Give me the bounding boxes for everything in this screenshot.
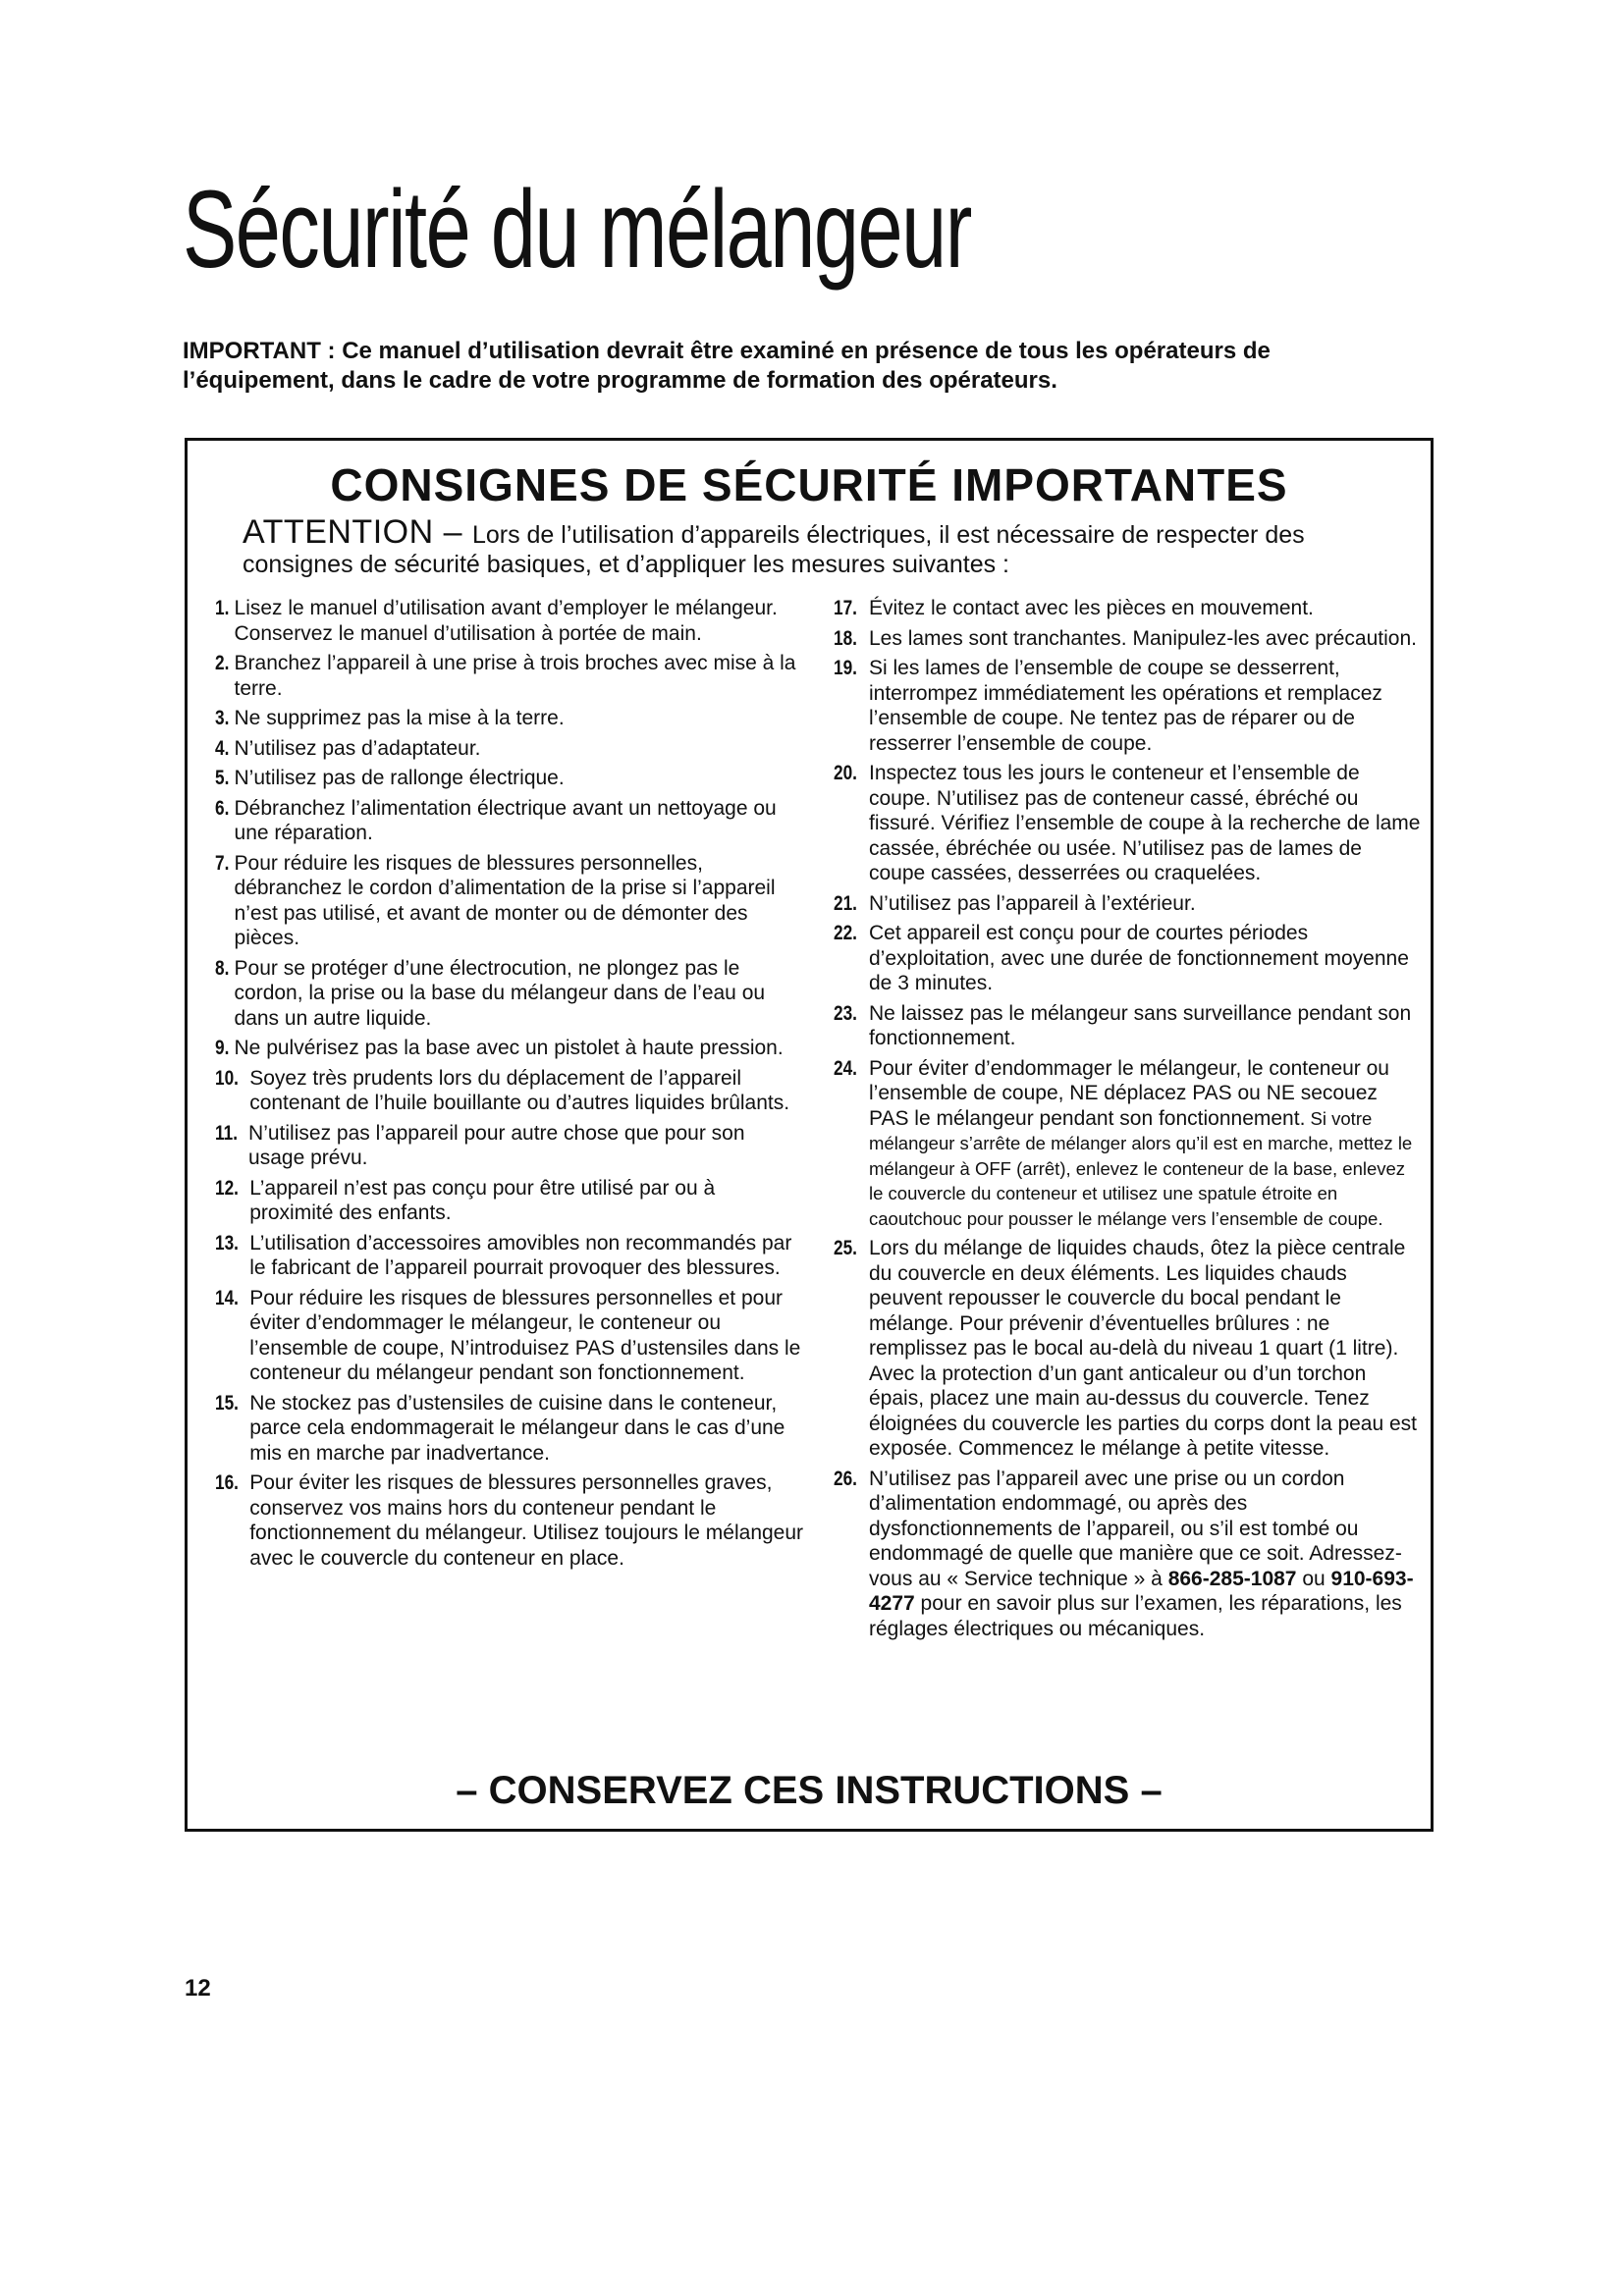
instruction-item [215, 796, 804, 846]
item-text: Pour se protéger d’une électrocution, ne plongez pas le cordon, la prise ou la base du mélangeur dans de l’eau ou dans un autre liquide. [234, 956, 766, 1030]
item-text: Pour réduire les risques de blessures personnelles et pour éviter d’endommager le mélangeur, le conteneur ou l’ensemble de coupe, N’introduisez PAS d’ustensiles dans le conteneur du mélangeur pendant son fonctionnement. [249, 1286, 801, 1384]
item-number: 15. [215, 1391, 239, 1415]
item-number: 2. [215, 652, 230, 674]
instruction-item [834, 1467, 1423, 1642]
item-text: Si les lames de l’ensemble de coupe se desserrent, interrompez immédiatement les opérations et remplacez l’ensemble de coupe. Ne tentez pas de réparer ou de resserrer l’ensemble de coupe. [869, 657, 1382, 755]
instructions-left-column [215, 596, 804, 1575]
instruction-item [834, 761, 1423, 886]
instruction-item [215, 1121, 804, 1171]
service-phone-1: 866-285-1087 [1167, 1567, 1297, 1590]
item-text-main: Pour éviter d’endommager le mélangeur, le conteneur ou l’ensemble de coupe, NE déplacez PAS ou NE secouez PAS le mélangeur pendant son fonctionnement. [869, 1056, 1389, 1130]
item-number: 22. [834, 922, 857, 944]
instruction-item [215, 1176, 804, 1226]
item-number: 14. [215, 1286, 239, 1309]
item-text-small: Si votre mélangeur s’arrête de mélanger alors qu’il est en marche, mettez le mélangeur à OFF (arrêt), enlevez le conteneur de la base, enlevez le couvercle du conteneur et utilisez une spatule étroite en caoutchouc pour pousser le mélange vers l’ensemble de coupe. [869, 1107, 1413, 1229]
safety-instructions-box [185, 438, 1434, 1832]
instruction-item [834, 1236, 1423, 1462]
item-text: Les lames sont tranchantes. Manipulez-les avec précaution. [869, 626, 1417, 650]
item-number: 24. [834, 1056, 857, 1080]
instruction-item [834, 596, 1423, 621]
item-text: Débranchez l’alimentation électrique avant un nettoyage ou une réparation. [234, 796, 777, 844]
item-number: 12. [215, 1176, 239, 1200]
page-title: Sécurité du mélangeur [183, 168, 971, 291]
item-text: Ne pulvérisez pas la base avec un pistolet à haute pression. [234, 1037, 784, 1059]
item-text [869, 1467, 1423, 1642]
item-text: Ne supprimez pas la mise à la terre. [234, 707, 565, 729]
safety-heading: CONSIGNES DE SÉCURITÉ IMPORTANTES [330, 459, 1288, 510]
item-text [869, 1056, 1423, 1232]
attention-label: ATTENTION – [243, 513, 472, 551]
instruction-item [215, 1470, 804, 1571]
instruction-item [215, 1391, 804, 1467]
item-text: Inspectez tous les jours le conteneur et l’ensemble de coupe. N’utilisez pas de conteneur cassé, ébréché ou fissuré. Vérifiez l’ensemble de coupe à la recherche de lame cassée, ébréchée ou usée. N’utilisez pas de lames de coupe cassées, desserrées ou craquelées. [869, 762, 1421, 884]
item-text: L’utilisation d’accessoires amovibles non recommandés par le fabricant de l’appareil pourrait provoquer des blessures. [249, 1231, 792, 1279]
attention-text: Lors de l’utilisation d’appareils électriques, il est nécessaire de respecter des consignes de sécurité basiques, et d’appliquer les mesures suivantes : [243, 521, 1305, 578]
item-number: 13. [215, 1231, 239, 1255]
item-text: N’utilisez pas de rallonge électrique. [234, 767, 565, 789]
item-number: 6. [215, 796, 230, 820]
item-number: 1. [215, 597, 230, 619]
item-number: 11. [215, 1121, 238, 1145]
instruction-item [215, 956, 804, 1032]
instruction-item [215, 736, 804, 762]
item-text: L’appareil n’est pas conçu pour être utilisé par ou à proximité des enfants. [249, 1176, 716, 1224]
item-text: Ne stockez pas d’ustensiles de cuisine dans le conteneur, parce cela endommagerait le mélangeur dans le cas d’une mis en marche par inadvertance. [249, 1391, 785, 1465]
item-text: Branchez l’appareil à une prise à trois broches avec mise à la terre. [234, 652, 796, 700]
important-notice: IMPORTANT : Ce manuel d’utilisation devrait être examiné en présence de tous les opérateurs de l’équipement, dans le cadre de votre programme de formation des opérateurs. [183, 338, 1271, 394]
item-number: 20. [834, 762, 857, 784]
keep-instructions-footer: – CONSERVEZ CES INSTRUCTIONS – [456, 1769, 1163, 1812]
item-number: 19. [834, 657, 857, 679]
instruction-item [215, 1286, 804, 1386]
instruction-item [834, 1056, 1423, 1232]
item-number: 5. [215, 767, 230, 789]
item-text-part: N’utilisez pas l’appareil avec une prise ou un cordon d’alimentation endommagé, ou après des dysfonctionnements de l’appareil, ou s’il est tombé ou endommagé de quelle que manière que ce soit. Adressez-vous au « Service technique » à [869, 1467, 1402, 1590]
item-text: Pour réduire les risques de blessures personnelles, débranchez le cordon d’alimentation de la prise si l’appareil n’est pas utilisé, et avant de monter ou de démonter des pièces. [234, 851, 776, 949]
item-text-part: pour en savoir plus sur l’examen, les réparations, les réglages électriques ou mécaniques. [869, 1592, 1402, 1640]
item-number: 17. [834, 597, 857, 619]
item-number: 9. [215, 1037, 230, 1059]
item-number: 18. [834, 626, 857, 650]
page-number: 12 [185, 1975, 211, 2002]
item-number: 16. [215, 1471, 239, 1494]
item-number: 8. [215, 956, 230, 980]
instruction-item [834, 626, 1423, 652]
item-text: N’utilisez pas d’adaptateur. [234, 736, 481, 760]
item-text: N’utilisez pas l’appareil à l’extérieur. [869, 891, 1196, 915]
item-number: 23. [834, 1001, 857, 1025]
item-number: 10. [215, 1066, 239, 1090]
attention-paragraph [243, 513, 1372, 579]
instruction-item [834, 921, 1423, 996]
item-text: Cet appareil est conçu pour de courtes périodes d’exploitation, avec une durée de fonctionnement moyenne de 3 minutes. [869, 922, 1409, 994]
item-text-part: ou [1296, 1567, 1331, 1590]
item-number: 3. [215, 707, 230, 729]
instruction-item [215, 1231, 804, 1281]
item-text: Évitez le contact avec les pièces en mouvement. [869, 597, 1314, 619]
instructions-right-column [834, 596, 1423, 1646]
item-text: Soyez très prudents lors du déplacement de l’appareil contenant de l’huile bouillante ou d’autres liquides brûlants. [249, 1066, 790, 1114]
service-phone-2: 910-693-4277 [869, 1567, 1414, 1615]
item-text: N’utilisez pas l’appareil pour autre chose que pour son usage prévu. [248, 1121, 745, 1169]
instruction-item [215, 1066, 804, 1116]
instruction-item [834, 656, 1423, 756]
item-number: 7. [215, 851, 230, 875]
item-text: Ne laissez pas le mélangeur sans surveillance pendant son fonctionnement. [869, 1001, 1412, 1049]
item-text: Pour éviter les risques de blessures personnelles graves, conservez vos mains hors du conteneur pendant le fonctionnement du mélangeur. Utilisez toujours le mélangeur avec le couvercle du conteneur en place. [249, 1471, 804, 1570]
instruction-item [215, 851, 804, 951]
item-text: Lors du mélange de liquides chauds, ôtez la pièce centrale du couvercle en deux éléments. Les liquides chauds peuvent repousser le couvercle du bocal pendant le mélange. Pour prévenir d’éventuelles brûlures : ne remplissez pas le bocal au-delà du niveau 1 quart (1 litre). Avec la protection d’un gant anticaleur ou d’un torchon épais, placez une main au-dessus du couvercle. Tenez éloignées du couvercle les parties du corps dont la peau est exposée. Commencez le mélange à petite vitesse. [869, 1237, 1418, 1460]
instruction-item [215, 1036, 804, 1061]
item-number: 4. [215, 736, 230, 760]
item-number: 25. [834, 1237, 857, 1259]
instruction-item [215, 651, 804, 701]
instruction-item [834, 891, 1423, 917]
instruction-item [215, 766, 804, 791]
item-number: 21. [834, 891, 857, 915]
instruction-item [215, 596, 804, 646]
item-number: 26. [834, 1467, 857, 1490]
instruction-item [834, 1001, 1423, 1051]
instruction-item [215, 706, 804, 731]
item-text: Lisez le manuel d’utilisation avant d’employer le mélangeur. Conservez le manuel d’utilisation à portée de main. [234, 597, 778, 645]
